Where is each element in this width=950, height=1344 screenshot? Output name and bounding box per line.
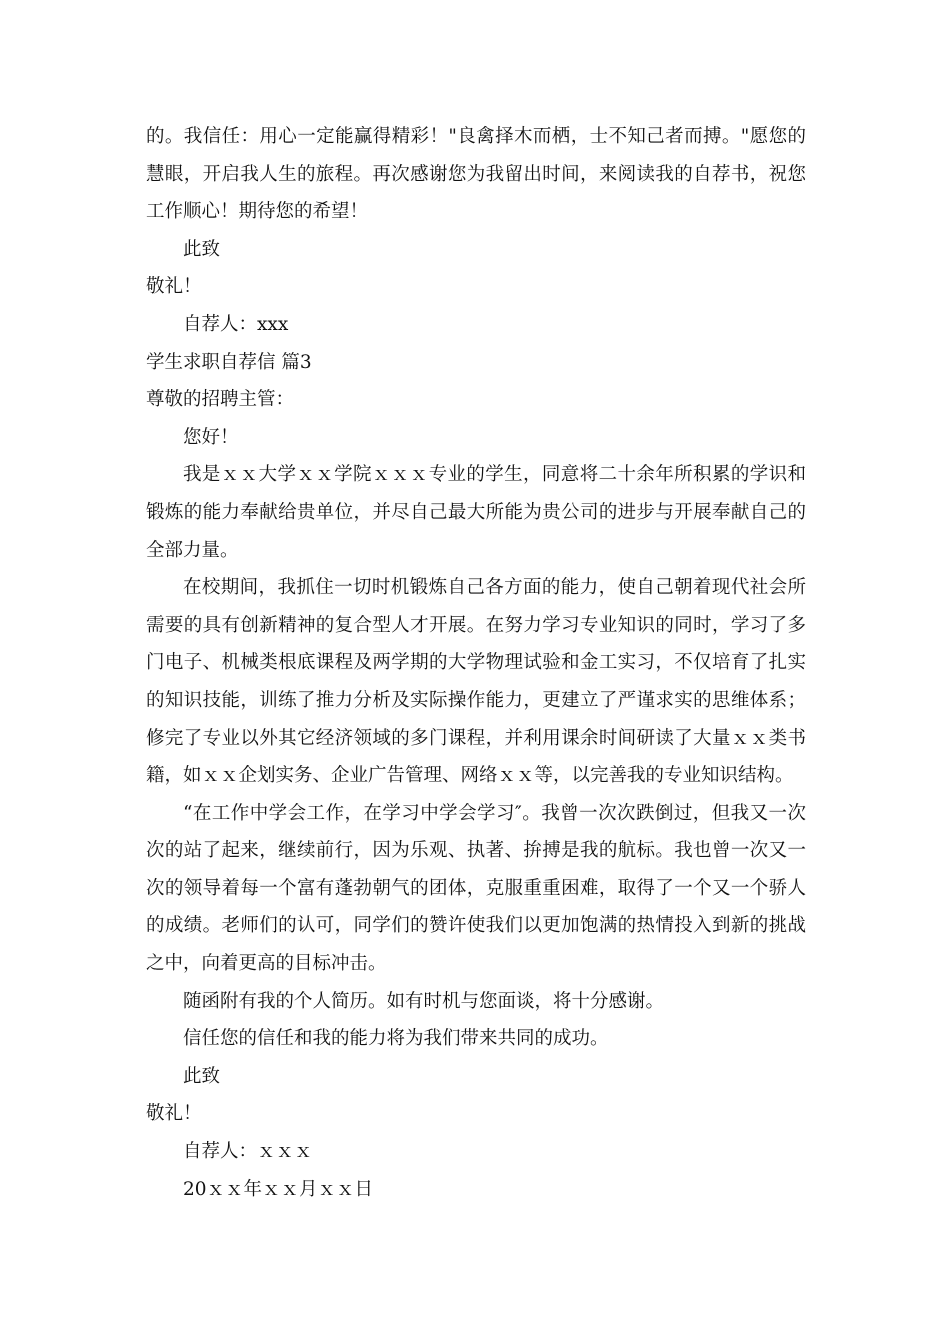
salutation-cizhi-2: 此致 bbox=[183, 1065, 221, 1087]
greeting-recipient: 尊敬的招聘主管： bbox=[146, 389, 295, 411]
paragraph-introduction: 我是ｘｘ大学ｘｘ学院ｘｘｘ专业的学生，同意将二十余年所积累的学识和锻炼的能力奉献给贵单位，并尽自己最大所能为贵公司的进步与开展奉献自己的全部力量。 bbox=[146, 464, 806, 561]
date-line: 20ｘｘ年ｘｘ月ｘｘ日 bbox=[183, 1178, 374, 1200]
paragraph-school-experience: 在校期间，我抓住一切时机锻炼自己各方面的能力，使自己朝着现代社会所需要的具有创新精神的复合型人才开展。在努力学习专业知识的同时，学习了多门电子、机械类根底课程及两学期的大学物理试验和金工实习，不仅培育了扎实的知识技能，训练了推力分析及实际操作能力，更建立了严谨求实的思维体系；修完了专业以外其它经济领域的多门课程，并利用课余时间研读了大量ｘｘ类书籍，如ｘｘ企划实务、企业广告管理、网络ｘｘ等，以完善我的专业知识结构。 bbox=[146, 577, 806, 787]
salutation-jingli: 敬礼！ bbox=[146, 276, 202, 298]
document-body bbox=[146, 118, 806, 1208]
greeting-hello: 您好！ bbox=[183, 426, 239, 448]
paragraph-resume-attached: 随函附有我的个人简历。如有时机与您面谈，将十分感谢。 bbox=[183, 990, 665, 1012]
salutation-cizhi: 此致 bbox=[183, 238, 221, 260]
paragraph-closing-text: 的。我信任：用心一定能赢得精彩！"良禽择木而栖，士不知己者而搏。"愿您的慧眼，开启我人生的旅程。再次感谢您为我留出时间，来阅读我的自荐书，祝您工作顺心！期待您的希望！ bbox=[146, 126, 806, 223]
signature-line-2: 自荐人：ｘｘｘ bbox=[183, 1141, 313, 1163]
signature-line: 自荐人：xxx bbox=[183, 313, 289, 335]
section-title: 学生求职自荐信 篇3 bbox=[146, 351, 312, 373]
paragraph-trust: 信任您的信任和我的能力将为我们带来共同的成功。 bbox=[183, 1028, 609, 1050]
paragraph-motto: “在工作中学会工作，在学习中学会学习″。我曾一次次跌倒过，但我又一次次的站了起来，继续前行，因为乐观、执著、拚搏是我的航标。我也曾一次又一次的领导着每一个富有蓬勃朝气的团体，克服重重困难，取得了一个又一个骄人的成绩。老师们的认可，同学们的赞许使我们以更加饱满的热情投入到新的挑战之中，向着更高的目标冲击。 bbox=[146, 802, 806, 975]
salutation-jingli-2: 敬礼！ bbox=[146, 1103, 202, 1125]
